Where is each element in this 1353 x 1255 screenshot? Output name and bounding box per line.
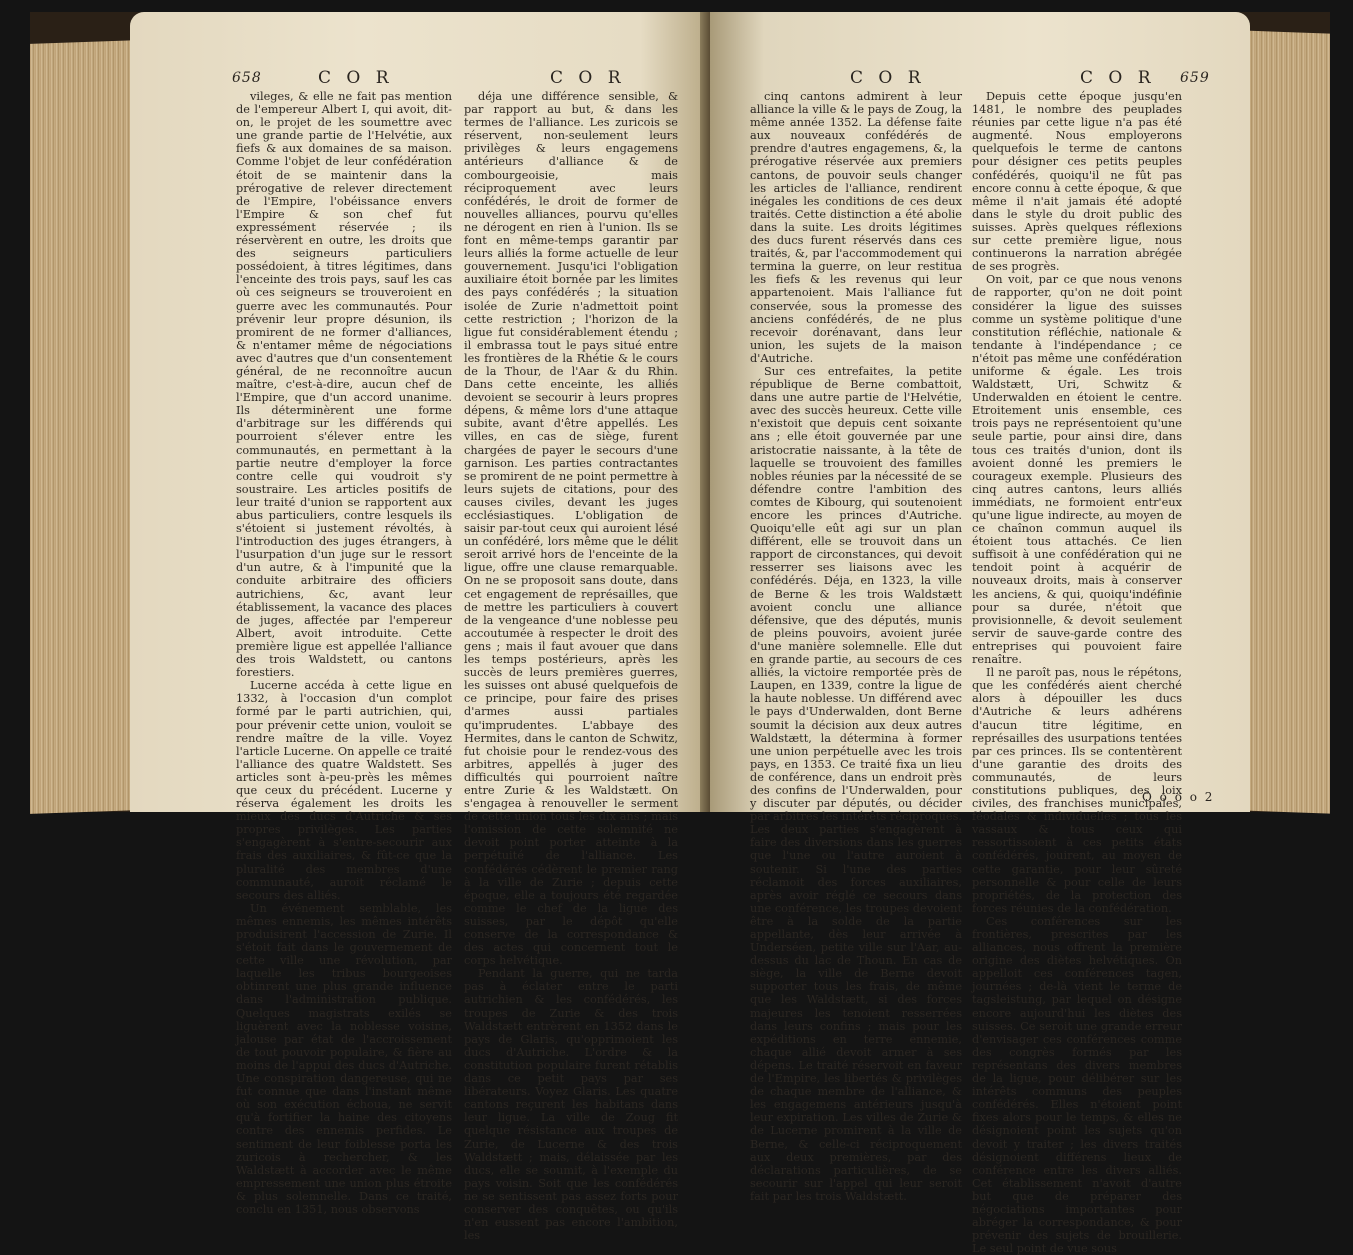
right-page-column-1 xyxy=(750,90,962,1203)
left-page-number: 658 xyxy=(232,70,262,86)
right-page xyxy=(710,12,1250,1255)
paragraph: vileges, & elle ne fait pas mention de l'empereur Albert I, qui avoit, dit-on, le projet de les soumettre avec une grande partie de l'Helvétie, aux fiefs & aux domaines de sa maison. Comme l'objet de leur confédération étoit de se maintenir dans la prérogative de relever directement de l'Empire, l'obéissance envers l'Empire & son chef fut expressément réservée ; ils réservèrent en outre, les droits que des seigneurs particuliers possédoient, à titres légitimes, dans l'enceinte des trois pays, sauf les cas où ces seigneurs se trouveroient en guerre avec les communautés. Pour prévenir leur propre désunion, ils promirent de ne former d'alliances, & n'entamer même de négociations avec d'autres que d'un consentement général, de ne reconnoître aucun maître, c'est-à-dire, aucun chef de l'Empire, que d'un accord unanime. Ils déterminèrent une forme d'arbitrage sur les différends qui pourroient s'élever entre les communautés, en permettant à la partie neutre d'employer la force contre celle qui voudroit s'y soustraire. Les articles positifs de leur traité d'union se rapportent aux abus particuliers, contre lesquels ils s'étoient si justement révoltés, à l'introduction des juges étrangers, à l'usurpation d'un juge sur le ressort d'un autre, & à l'impunité que la conduite arbitraire des officiers autrichiens, &c, avant leur établissement, la vacance des places de juges, affectée par l'empereur Albert, avoit introduite. Cette première ligue est appellée l'alliance des trois Waldstett, ou cantons forestiers. xyxy=(236,90,452,680)
left-running-head-2: C O R xyxy=(550,68,626,88)
paragraph: Ces conférences sur les frontières, prescrites par les alliances, nous offrent la première origine des diètes helvétiques. On appelloit ces conférences tagen, journées ; de-là vient le terme de tagsleistung, par lequel on désigne encore aujourd'hui les diètes des suisses. Ce seroit une grande erreur d'envisager ces conférences comme des congrès formés par les représentans des divers membres de la ligue, pour délibérer sur les intérêts communs des peuples confédérés. Elles n'étoient point fixes alors pour le temps, & elles ne désignoient point les sujets qu'on devoit y traiter ; les divers traités désignoient différens lieux de conférence entre les divers alliés. Cet établissement n'avoit d'autre but que de préparer des négociations importantes pour abréger la correspondance, & pour prévenir des sujets de brouillerie. Le seul point de vue sous xyxy=(972,914,1182,1255)
right-running-head-1: C O R xyxy=(850,68,926,88)
paragraph: Depuis cette époque jusqu'en 1481, le nombre des peuplades réunies par cette ligue n'a pas été augmenté. Nous employerons quelquefois le terme de cantons pour désigner ces petits peuples confédérés, quoiqu'il ne fût pas encore connu à cette époque, & que même il n'ait jamais été adopté dans le style du droit public des suisses. Après quelques réflexions sur cette première ligue, nous continuerons la narration abrégée de ses progrès. xyxy=(972,90,1182,274)
paragraph: Il ne paroît pas, nous le répétons, que les confédérés aient cherché alors à dépouiller les ducs d'Autriche & leurs adhérens d'aucun titre légitime, en représailles des usurpations tentées par ces princes. Ils se contentèrent d'une garantie des droits des communautés, de leurs constitutions publiques, des loix civiles, des franchises municipales, féodales & individuelles ; tous les vassaux & tous ceux qui ressortissoient à ces petits états confédérés, jouirent, au moyen de cette garantie, pour leur sûreté personnelle & pour celle de leurs propriétés, de la protection des forces réunies de la confédération. xyxy=(972,666,1182,915)
right-page-number: 659 xyxy=(1180,70,1210,86)
left-page-column-2 xyxy=(464,90,678,1243)
left-page-column-1 xyxy=(236,90,452,1216)
left-page-header xyxy=(130,68,710,92)
open-book xyxy=(30,12,1330,1255)
left-page xyxy=(130,12,710,1243)
paragraph: déja une différence sensible, & par rapport au but, & dans les termes de l'alliance. Les zuricois se réservent, non-seulement leurs privilèges & leurs engagemens antérieurs d'alliance & de combourgeoisie, mais réciproquement avec leurs confédérés, le droit de former de nouvelles alliances, pourvu qu'elles ne dérogent en rien à l'union. Ils se font en même-temps garantir par leurs alliés la forme actuelle de leur gouvernement. Jusqu'ici l'obligation auxiliaire étoit bornée par les limites des pays confédérés ; la situation isolée de Zurie n'admettoit point cette restriction ; l'horizon de la ligue fut considérablement étendu ; il embrassa tout le pays situé entre les frontières de la Rhétie & le cours de la Thour, de l'Aar & du Rhin. Dans cette enceinte, les alliés devoient se secourir à leurs propres dépens, & même lors d'une attaque subite, avant d'être appellés. Les villes, en cas de siège, furent chargées de payer le secours d'une garnison. Les parties contractantes se promirent de ne point permettre à leurs sujets de citations, pour des causes civiles, devant les juges ecclésiastiques. L'obligation de saisir par-tout ceux qui auroient lésé un confédéré, lors même que le délit seroit arrivé hors de l'enceinte de la ligue, offre une clause remarquable. On ne se proposoit sans doute, dans cet engagement de représailles, que de mettre les particuliers à couvert de la vengeance d'une noblesse peu accoutumée à respecter le droit des gens ; mais il faut avouer que dans les temps postérieurs, après les succès de leurs premières guerres, les suisses ont abusé quelquefois de ce principe, pour faire des prises d'armes aussi partiales qu'imprudentes. L'abbaye des Hermites, dans le canton de Schwitz, fut choisie pour le rendez-vous des arbitres, appellés à juger des difficultés qui pourroient naître entre Zurie & les Waldstætt. On s'engagea à renouveller le serment de cette union tous les dix ans ; mais l'omission de cette solemnité ne devoit point porter atteinte à la perpétuité de l'alliance. Les confédérés cédèrent le premier rang à la ville de Zurie ; depuis cette époque, elle a toujours été regardée comme le chef de la ligue des suisses, par le dépôt qu'elle conserve de la correspondance & des actes qui concernent tout le corps helvétique. xyxy=(464,90,678,968)
left-running-head-1: C O R xyxy=(318,68,394,88)
paragraph: cinq cantons admirent à leur alliance la ville & le pays de Zoug, la même année 1352. La défense faite aux nouveaux confédérés de prendre d'autres engagemens, &, la prérogative réservée aux premiers cantons, de pouvoir seuls changer les articles de l'alliance, rendirent inégales les conditions de ces deux traités. Cette distinction a été abolie dans la suite. Les droits légitimes des ducs furent réservés dans ces traités, &, par l'accommodement qui termina la guerre, on leur restitua les fiefs & les revenus qui leur appartenoient. Mais l'alliance fut conservée, sous la promesse des anciens confédérés, de ne plus recevoir dorénavant, dans leur union, les sujets de la maison d'Autriche. xyxy=(750,90,962,365)
paragraph: Sur ces entrefaites, la petite république de Berne combattoit, dans une autre partie de l'Helvétie, avec des succès heureux. Cette ville n'existoit que depuis cent soixante ans ; elle étoit gouvernée par une aristocratie naissante, à la tête de laquelle se trouvoient des familles nobles réunies par la nécessité de se défendre contre l'ambition des comtes de Kibourg, qui soutenoient encore les princes d'Autriche. Quoiqu'elle eût agi sur un plan différent, elle se trouvoit dans un rapport de circonstances, qui devoit resserrer ses liaisons avec les confédérés. Déja, en 1323, la ville de Berne & les trois Waldstætt avoient conclu une alliance défensive, que des députés, munis de pleins pouvoirs, avoient jurée d'une manière solemnelle. Elle dut en grande partie, au secours de ces alliés, la victoire remportée près de Laupen, en 1339, contre la ligue de la haute noblesse. Un différend avec le pays d'Underwalden, dont Berne soumit la décision aux deux autres Waldstætt, la détermina à former une union perpétuelle avec les trois pays, en 1353. Ce traité fixa un lieu de conférence, dans un endroit près des confins de l'Underwalden, pour y discuter par députés, ou décider par arbitres les intérêts réciproques. Les deux parties s'engagèrent à faire des diversions dans les guerres que l'une ou l'autre auroient à soutenir. Si l'une des parties réclamoit des forces auxiliaires, après avoir réglé ce secours dans une conférence, les troupes devoient être à la solde de la partie appellante, dès leur arrivée à Underséen, petite ville sur l'Aar, au-dessus du lac de Thoun. En cas de siège, la ville de Berne devoit supporter tous les frais, de même que les Waldstætt, si des forces majeures les tenoient resserrées dans leurs confins ; mais pour les expéditions en terre ennemie, chaque allié devoit armer à ses dépens. Le traité réservoit en faveur de l'Empire, les libertés & privilèges de chaque membre de l'alliance, & les engagemens antérieurs jusqu'à leur expiration. Les villes de Zurie & de Lucerne promirent à la ville de Berne, & celle-ci réciproquement aux deux premières, par des déclarations particulières, de se secourir sur l'appel qui leur seroit fait par les trois Waldstætt. xyxy=(750,364,962,1203)
page-edges-right xyxy=(1240,30,1330,813)
page-edges-left xyxy=(30,40,140,814)
paragraph: Pendant la guerre, qui ne tarda pas à éclater entre le parti autrichien & les confédérés, les troupes de Zurie & des trois Waldstætt entrèrent en 1352 dans le pays de Glaris, qu'opprimoient les ducs d'Autriche. L'ordre & la constitution populaire furent rétablis dans ce petit pays par ses libérateurs. Voyez Glaris. Les quatre cantons reçurent les habitans dans leur ligue. La ville de Zoug fit quelque résistance aux troupes de Zurie, de Lucerne & des trois Waldstætt ; mais, délaissée par les ducs, elle se soumit, à l'exemple du pays voisin. Soit que les confédérés ne se sentissent pas assez forts pour conserver des conquêtes, ou qu'ils n'en eussent pas encore l'ambition, les xyxy=(464,967,678,1243)
paragraph: Un événement semblable, les mêmes ennemis, les mêmes intérêts produisirent l'accession de Zurie. Il s'étoit fait dans le gouvernement de cette ville une révolution, par laquelle les tribus bourgeoises obtinrent une plus grande influence dans l'administration publique. Quelques magistrats exilés se liguèrent avec la noblesse voisine, jalouse par état de l'accroissement de tout pouvoir populaire, & fière au moins de l'appui des ducs d'Autriche. Une conspiration dangereuse, qui ne fut connue que dans l'instant même où son exécution échoua, ne servit qu'à fortifier la haine des citoyens contre des ennemis perfides. Le sentiment de leur foiblesse porta les zuricois à rechercher, & les Waldstætt à accorder avec le même empressement une union plus étroite & plus solemnelle. Dans ce traité, conclu en 1351, nous observons xyxy=(236,901,452,1216)
paragraph: On voit, par ce que nous venons de rapporter, qu'on ne doit point considérer la ligue des suisses comme un système politique d'une constitution réfléchie, nationale & tendante à l'indépendance ; ce n'étoit pas même une confédération uniforme & égale. Les trois Waldstætt, Uri, Schwitz & Underwalden en étoient le centre. Etroitement unis ensemble, ces trois pays ne représentoient qu'une seule partie, pour ainsi dire, dans tous ces traités d'union, dont ils avoient donné les premiers le courageux exemple. Plusieurs des cinq autres cantons, leurs alliés immédiats, ne formoient entr'eux qu'une ligue indirecte, au moyen de ce chaînon commun auquel ils étoient tous attachés. Ce lien suffisoit à une confédération qui ne tendoit point à acquérir de nouveaux droits, mais à conserver les anciens, & qui, quoiqu'indéfinie pour sa durée, n'étoit que provisionnelle, & devoit seulement servir de sauve-garde contre des entreprises qui pouvoient faire renaître. xyxy=(972,273,1182,667)
signature-mark: O o o o 2 xyxy=(1142,790,1215,804)
paragraph: Lucerne accéda à cette ligue en 1332, à l'occasion d'un complot formé par le parti autrichien, qui, pour prévenir cette union, vouloit se rendre maître de la ville. Voyez l'article Lucerne. On appelle ce traité l'alliance des quatre Waldstett. Ses articles sont à-peu-près les mêmes que ceux du précédent. Lucerne y réserva également les droits les mieux des ducs d'Autriche & ses propres privilèges. Les parties s'engagèrent à s'entre-secourir aux frais des auxiliaires, & fût-ce que la pluralité des membres d'une communauté, auroit réclamé le secours des alliés. xyxy=(236,679,452,902)
right-running-head-2: C O R xyxy=(1080,68,1156,88)
right-page-header xyxy=(710,68,1250,92)
